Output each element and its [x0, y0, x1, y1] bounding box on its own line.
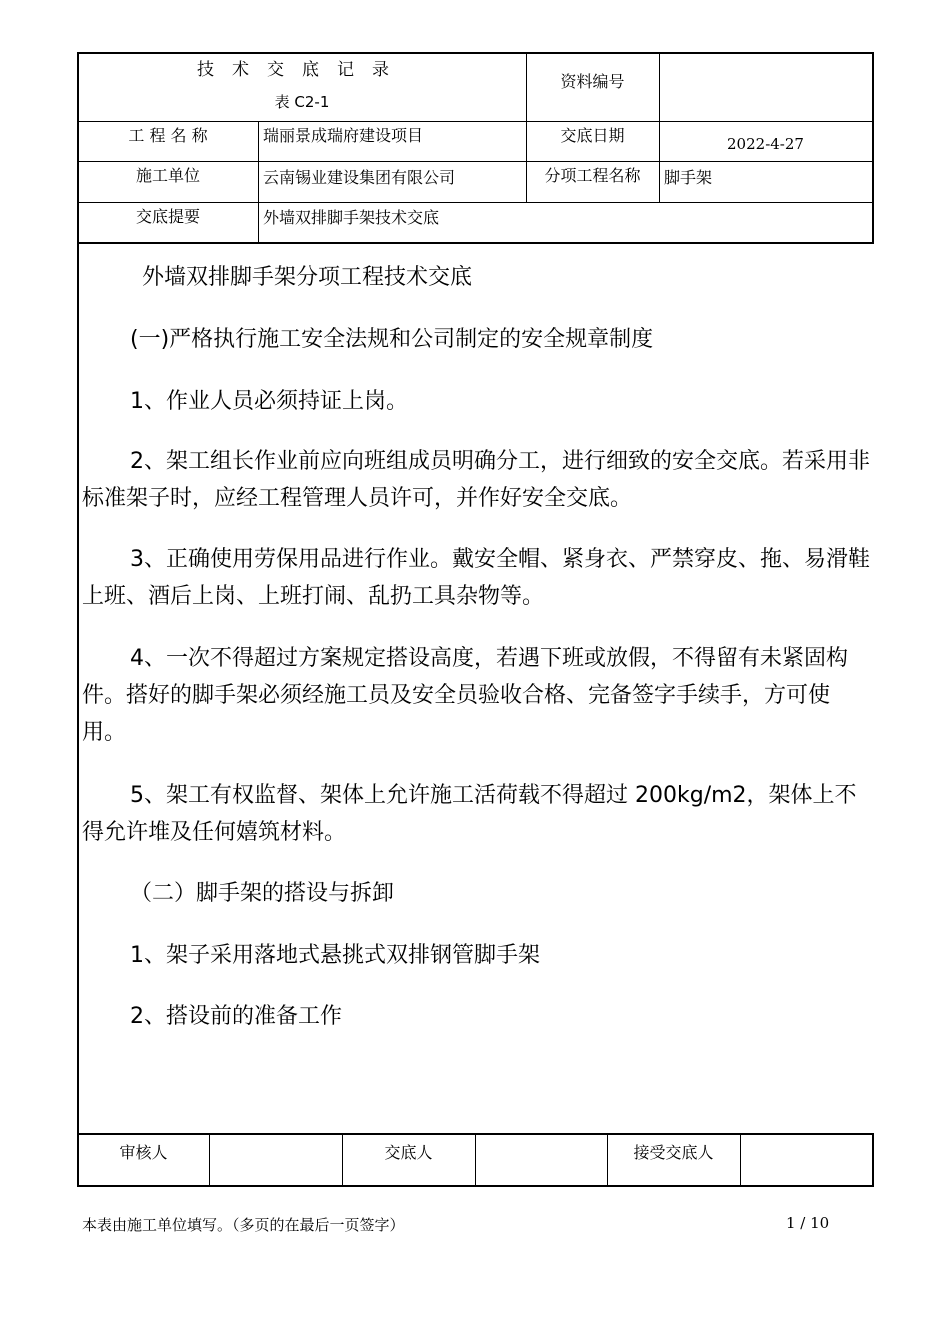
paragraph-7: 2、搭设前的准备工作	[130, 1004, 342, 1029]
header-row-divider-3	[77, 202, 874, 203]
summary-label: 交底提要	[135, 207, 200, 226]
receiver-label: 接受交底人	[633, 1143, 714, 1162]
signoff-right-border	[872, 1133, 874, 1187]
paragraph-4: 4、一次不得超过方案规定搭设高度，若遇下班或放假，不得留有未紧固构件。搭好的脚手架必须经施工员及安全员验收合格、完备签字手续手，方可使用。	[82, 646, 848, 745]
header-col-divider-1	[258, 121, 259, 242]
summary-value: 外墙双排脚手架技术交底	[263, 208, 440, 227]
header-row-divider-1	[77, 121, 874, 122]
subitem-name-value: 脚手架	[664, 168, 713, 187]
footer-note: 本表由施工单位填写。（多页的在最后一页签字）	[82, 1216, 405, 1234]
section-1-heading: (一)严格执行施工安全法规和公司制定的安全规章制度	[130, 327, 654, 352]
frame-right-border	[872, 52, 874, 243]
signoff-col-divider-5	[740, 1133, 741, 1186]
paragraph-1: 1、作业人员必须持证上岗。	[130, 389, 408, 414]
signoff-col-divider-1	[209, 1133, 210, 1186]
construction-unit-label: 施工单位	[135, 166, 200, 185]
form-title: 技术交底记录	[197, 60, 407, 80]
presenter-label: 交底人	[384, 1143, 433, 1162]
reviewer-label: 审核人	[119, 1143, 168, 1162]
page-number: 1 / 10	[786, 1214, 830, 1232]
header-top-border	[77, 52, 874, 54]
header-bottom-border	[77, 242, 874, 244]
date-label: 交底日期	[560, 126, 625, 145]
doc-no-label: 资料编号	[560, 72, 625, 91]
section-2-heading: （二）脚手架的搭设与拆卸	[130, 881, 395, 906]
paragraph-3: 3、正确使用劳保用品进行作业。戴安全帽、紧身衣、严禁穿皮、拖、易滑鞋上班、酒后上岗、上班打闹、乱扔工具杂物等。	[82, 547, 870, 609]
subitem-name-label: 分项工程名称	[544, 166, 641, 185]
date-value: 2022-4-27	[727, 135, 804, 153]
paragraph-6: 1、架子采用落地式悬挑式双排钢管脚手架	[130, 943, 540, 968]
project-name-label: 工 程 名 称	[128, 126, 208, 145]
paragraph-5: 5、架工有权监督、架体上允许施工活荷载不得超过 200kg/m2，架体上不得允许堆及任何嬉筑材料。	[82, 783, 857, 845]
project-name-value: 瑞丽景成瑞府建设项目	[263, 126, 424, 145]
signoff-col-divider-3	[475, 1133, 476, 1186]
header-row-divider-2	[77, 161, 874, 162]
paragraph-2: 2、架工组长作业前应向班组成员明确分工，进行细致的安全交底。若采用非标准架子时，应经工程管理人员许可，并作好安全交底。	[82, 449, 870, 511]
body-heading: 外墙双排脚手架分项工程技术交底	[142, 265, 473, 290]
header-col-divider-3	[659, 52, 660, 202]
form-number: 表 C2-1	[274, 93, 330, 111]
construction-unit-value: 云南锡业建设集团有限公司	[263, 168, 456, 187]
